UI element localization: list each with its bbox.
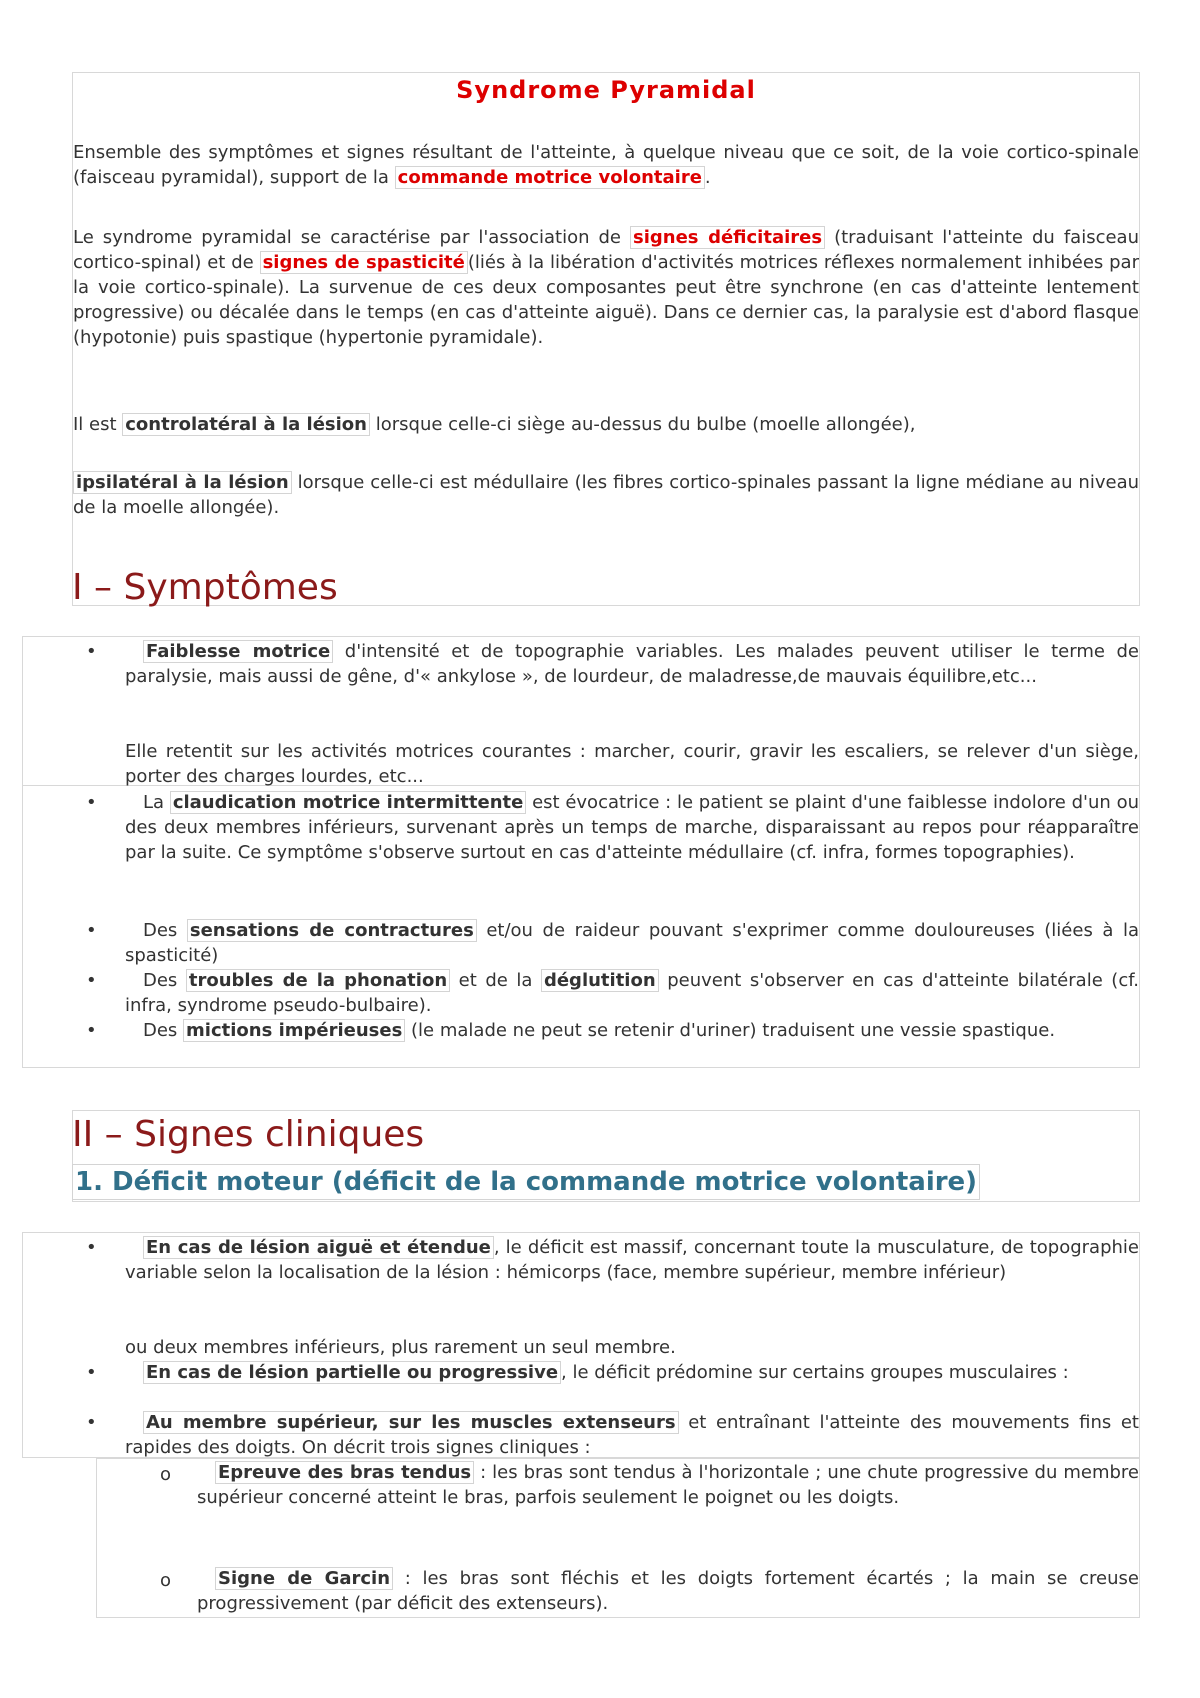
highlight-signes-deficitaires: signes déficitaires	[630, 226, 825, 249]
highlight-ipsilateral: ipsilatéral à la lésion	[73, 471, 292, 494]
bullet: •	[86, 1237, 97, 1258]
symptom-item-4: Des troubles de la phonation et de la déglutition peuvent s'observer en cas d'atteinte bilatérale (cf. infra, syndrome pseudo-bulbaire).	[125, 970, 1139, 1016]
clinical-item-1: En cas de lésion aiguë et étendue , le déficit est massif, concernant toute la musculature, de topographie variable selon la localisation de la lésion : hémicorps (face, membre supérieur, membre inférieur)	[125, 1237, 1139, 1283]
page-title: Syndrome Pyramidal	[456, 76, 756, 104]
intro-paragraph-2: Le syndrome pyramidal se caractérise par l'association de signes déficitaires (traduisant l'atteinte du faisceau cortico-spinal) et de signes de spasticité (liés à la libération d'activités motrices réflexes normalement inhibées par la voie cortico-spinale). La survenue de ces deux composantes peut être synchrone (en cas d'atteinte lentement progressive) ou décalée dans le temps (en cas d'atteinte aiguë). Dans ce dernier cas, la paralysie est d'abord flasque (hypotonie) puis spastique (hypertonie pyramidale).	[73, 227, 1139, 348]
symptom-item-3: Des sensations de contractures et/ou de raideur pouvant s'exprimer comme douloureuses (liées à la spasticité)	[125, 920, 1139, 966]
symptom-item-2: La claudication motrice intermittente est évocatrice : le patient se plaint d'une faiblesse indolore d'un ou des deux membres inférieurs, survenant après un temps de marche, disparaissant au repos pour réapparaître par la suite. Ce symptôme s'observe surtout en cas d'atteinte médullaire (cf. infra, formes topographies).	[125, 792, 1139, 863]
clinical-item-2: En cas de lésion partielle ou progressive , le déficit prédomine sur certains groupes musculaires :	[125, 1360, 1139, 1385]
intro-paragraph-1: Ensemble des symptômes et signes résultant de l'atteinte, à quelque niveau que ce soit, de la voie cortico-spinale (faisceau pyramidal), support de la commande motrice volontaire .	[73, 142, 1139, 188]
intro-paragraph-4: ipsilatéral à la lésion lorsque celle-ci est médullaire (les fibres cortico-spinales passant la ligne médiane au niveau de la moelle allongée).	[73, 472, 1140, 518]
highlight-lesion-aigue: En cas de lésion aiguë et étendue	[143, 1236, 494, 1259]
bullet: •	[86, 1362, 97, 1383]
highlight-signe-garcin: Signe de Garcin	[215, 1567, 393, 1590]
highlight-mictions: mictions impérieuses	[183, 1019, 405, 1042]
bullet: •	[86, 920, 97, 941]
clinical-subitem-2: Signe de Garcin : les bras sont fléchis et les doigts fortement écartés ; la main se creuse progressivement (par déficit des extenseurs).	[197, 1568, 1139, 1614]
section-2-subheading: 1. Déficit moteur (déficit de la commande motrice volontaire)	[72, 1164, 980, 1200]
clinical-item-1-continued: ou deux membres inférieurs, plus rarement un seul membre.	[125, 1337, 676, 1358]
intro-paragraph-3: Il est controlatéral à la lésion lorsque celle-ci siège au-dessus du bulbe (moelle allongée),	[73, 414, 916, 435]
highlight-controlateral: controlatéral à la lésion	[122, 413, 370, 436]
highlight-lesion-partielle: En cas de lésion partielle ou progressive	[143, 1361, 561, 1384]
section-2-heading: II – Signes cliniques	[72, 1114, 425, 1155]
bullet: •	[86, 641, 97, 662]
section-1-heading: I – Symptômes	[72, 567, 338, 608]
symptom-item-5: Des mictions impérieuses (le malade ne peut se retenir d'uriner) traduisent une vessie spastique.	[143, 1020, 1056, 1041]
highlight-membre-superieur: Au membre supérieur, sur les muscles extenseurs	[143, 1411, 679, 1434]
symptom-item-1: Faiblesse motrice d'intensité et de topographie variables. Les malades peuvent utiliser le terme de paralysie, mais aussi de gêne, d'« ankylose », de lourdeur, de maladresse,de mauvais équilibre,etc...	[125, 641, 1140, 687]
highlight-contractures: sensations de contractures	[187, 919, 477, 942]
bullet: •	[86, 792, 97, 813]
highlight-signes-spasticite: signes de spasticité	[260, 251, 468, 274]
sub-bullet: o	[160, 1570, 172, 1591]
bullet: •	[86, 1412, 97, 1433]
highlight-claudication: claudication motrice intermittente	[170, 791, 527, 814]
sub-bullet: o	[160, 1464, 172, 1485]
highlight-phonation: troubles de la phonation	[186, 969, 450, 992]
highlight-bras-tendus: Epreuve des bras tendus	[215, 1461, 474, 1484]
symptom-item-1-continued: Elle retentit sur les activités motrices courantes : marcher, courir, gravir les escaliers, se relever d'un siège, porter des charges lourdes, etc...	[125, 741, 1139, 787]
highlight-commande-motrice: commande motrice volontaire	[395, 166, 705, 189]
highlight-deglutition: déglutition	[541, 969, 659, 992]
clinical-item-3: Au membre supérieur, sur les muscles extenseurs et entraînant l'atteinte des mouvements fins et rapides des doigts. On décrit trois signes cliniques :	[125, 1412, 1139, 1458]
highlight-faiblesse-motrice: Faiblesse motrice	[143, 640, 333, 663]
clinical-subitem-1: Epreuve des bras tendus : les bras sont tendus à l'horizontale ; une chute progressive du membre supérieur concerné atteint le bras, parfois seulement le poignet ou les doigts.	[197, 1462, 1139, 1508]
bullet: •	[86, 1020, 97, 1041]
bullet: •	[86, 970, 97, 991]
